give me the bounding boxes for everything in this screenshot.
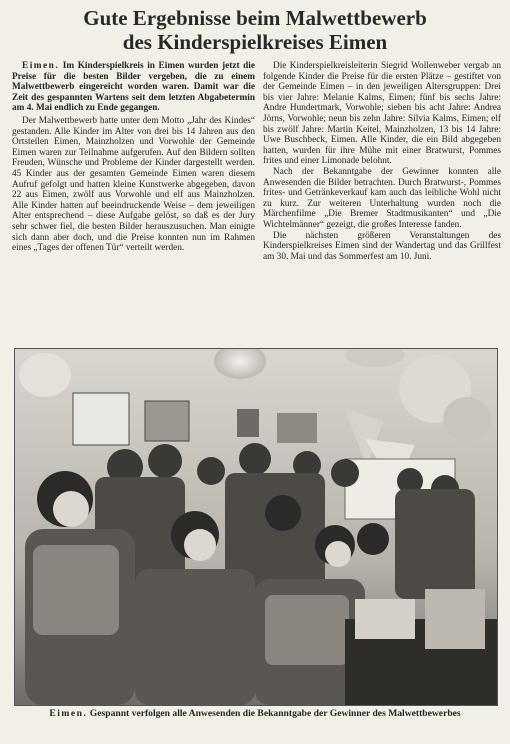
body-paragraph: Der Malwettbewerb hatte unter dem Motto „Jahr des Kindes“ gestanden. Alle Kinder im Alter von drei bis 14 Jahren aus den Ortsteilen Eimen, Mainzholzen und Vorwohle der Gemeinde Eimen waren zur Teilnahme aufgerufen. Auf den Bildern sollten Freuden, Wünsche und Probleme der Kinder dargestellt werden. 45 Kinder aus der gesamten Gemeinde Eimen waren diesem Aufruf gefolgt und hatten kleine Kunstwerke abgegeben, davon 22 aus Eimen, zwölf aus Vorwohle und elf aus Mainzholzen. Alle Kinder hatten auf beeindruckende Weise – dem jeweiligen Alter entsprechend – diese Aufgabe gelöst, so daß es der Jury sehr schwer fiel, die besten Bilder herauszusuchen. Man einigte sich dann aber doch, und die Preise konnten nun im Rahmen eines „Tages der offenen Tür“ verteilt werden.	[12, 115, 255, 254]
caption-place: Eimen.	[49, 708, 88, 719]
article-column-right	[263, 61, 501, 262]
headline-line-1: Gute Ergebnisse beim Malwettbewerb	[83, 6, 427, 30]
headline	[10, 6, 500, 54]
news-photo	[14, 348, 498, 706]
body-paragraph: Nach der Bekanntgabe der Gewinner konnten alle Anwesenden die Bilder betrachten. Durch Bratwurst-, Pommes frites- und Getränkeverkauf kam auch das leibliche Wohl nicht zu kurz. Zur weiteren Unterhaltung wurden noch die Märchenfilme „Die Bremer Stadtmusikanten“ und „Die Wichtelmänner“ gezeigt, die großes Interesse fanden.	[263, 166, 501, 230]
article-column-left	[12, 61, 255, 254]
body-paragraph: Die nächsten größeren Veranstaltungen des Kinderspielkreises Eimen sind der Wandertag und das Grillfest am 30. Mai und das Sommerfest am 10. Juni.	[263, 230, 501, 262]
photo-children-audience	[15, 349, 497, 705]
lead-text: Im Kinderspielkreis in Eimen wurden jetzt die Preise für die besten Bilder vergeben, die zu einem Malwettbewerb eingereicht worden waren. Damit war die Zeit des gespannten Wartens seit dem letzten Abgabetermin am 4. Mai endlich zu Ende gegangen.	[12, 61, 256, 114]
body-paragraph: Die Kinderspielkreisleiterin Siegrid Wollenweber vergab an folgende Kinder die Preise für die ersten Plätze – gestiftet von der Gemeinde Eimen – in den jeweiligen Altersgruppen: Drei bis vier Jahre: Melanie Kalms, Eimen; fünf bis sechs Jahre: Andre Hundertmark, Vorwohle; sieben bis acht Jahre: Andrea Jörns, Vorwohle; neun bis zehn Jahre: Silvia Kalms, Eimen; elf bis zwölf Jahre: Martin Keitel, Mainzholzen, 13 bis 14 Jahre: Uwe Buschbeck, Eimen. Alle Kinder, die ein Bild abgegeben hatten, wurden für ihre Mühe mit einer Bratwurst, Pommes frites und einer Limonade belohnt.	[263, 61, 501, 167]
headline-line-2: des Kinderspielkreises Eimen	[122, 30, 388, 54]
lead-place: Eimen.	[22, 61, 60, 71]
lead-paragraph	[12, 61, 255, 114]
caption-text: Gespannt verfolgen alle Anwesenden die Bekanntgabe der Gewinner des Malwettbewerbes	[89, 708, 461, 719]
photo-caption	[14, 708, 496, 720]
